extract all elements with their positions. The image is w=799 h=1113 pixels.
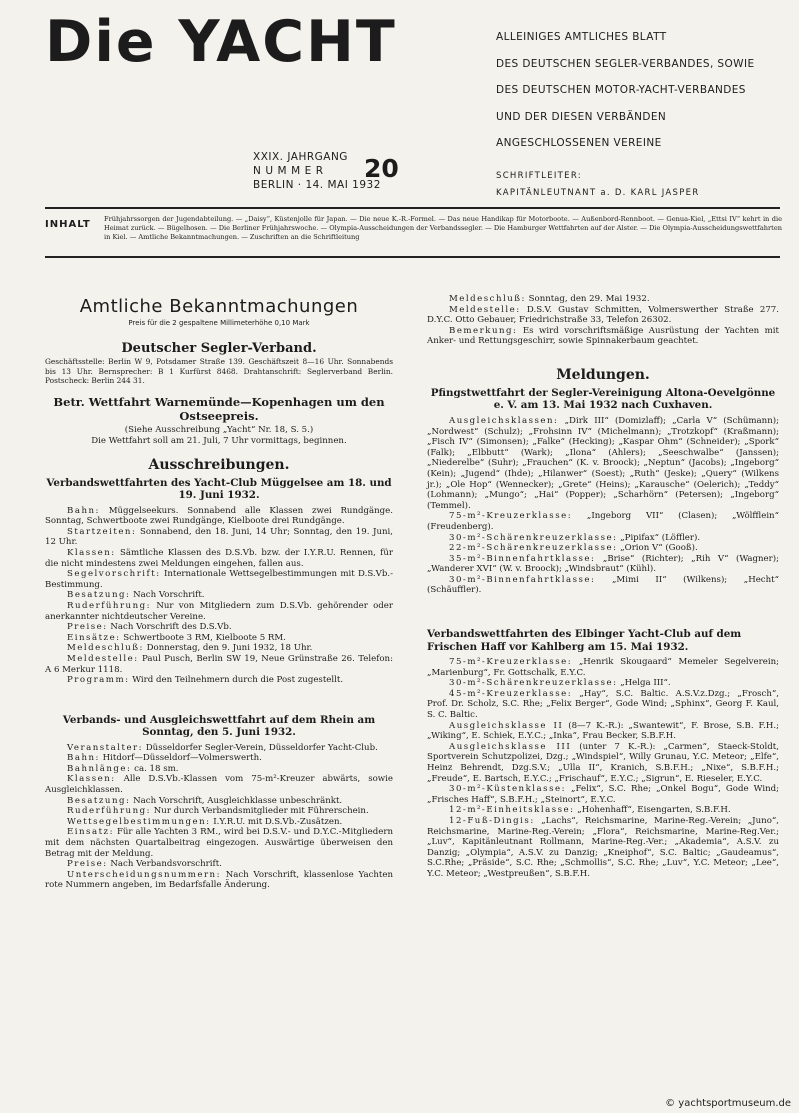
entry-class: 35-m²-Binnenfahrtklasse: „Brise“ (Richter); „Rih V“ (Wagner); „Wanderer XVI“ (W. v. Broock); „Windsbraut“ (Kühl).	[427, 553, 779, 575]
number-label: NUMMER	[253, 165, 328, 177]
entry-class: 30-m²-Schärenkreuzerklasse: „Helga III“.	[449, 678, 671, 689]
editor-name: KAPITÄNLEUTNANT a. D. KARL JASPER	[496, 188, 700, 198]
issue-date: BERLIN · 14. MAI 1932	[253, 179, 381, 191]
section-heading: Ausschreibungen.	[148, 456, 290, 473]
entries-heading: Pfingstwettfahrt der Segler-Vereinigung Altona-Oevelgönne e. V. am 13. Mai 1932 nach Cuxhaven.	[430, 386, 776, 412]
subtitle-line: ALLEINIGES AMTLICHES BLATT	[496, 31, 667, 43]
entry-class: 45-m²-Kreuzerklasse: „Hay“, S.C. Baltic. A.S.V.z.Dzg.; „Frosch“, Prof. Dr. Scholz, S.C. Rhe; „Felix Berger“, Gode Wind; „Sphinx“, Georg F. Kaul, S. C. Baltic.	[427, 688, 779, 721]
regatta-item: Meldeschluß: Donnerstag, den 9. Juni 1932, 18 Uhr.	[67, 643, 313, 654]
regatta-item: Meldestelle: Paul Pusch, Berlin SW 19, Neue Grünstraße 26. Telefon: A 6 Merkur 1118.	[45, 653, 393, 675]
entry-class: 30-m²-Küstenklasse: „Felix“, S.C. Rhe; „Onkel Bogu“, Gode Wind; „Frisches Haff“, S.B.F.H.; „Steinort“, E.Y.C.	[427, 784, 779, 805]
regatta-item: Klassen: Sämtliche Klassen des D.S.Vb. bzw. der I.Y.R.U. Rennen, für die nicht mindestens zwei Meldungen eingehen, fallen aus.	[45, 547, 393, 569]
contents-label: INHALT	[45, 219, 91, 230]
regatta-item: Ruderführung: Nur durch Verbandsmitglieder mit Führerschein.	[67, 806, 369, 817]
regatta-item: Startzeiten: Sonnabend, den 18. Juni, 14 Uhr; Sonntag, den 19. Juni, 12 Uhr.	[45, 526, 394, 548]
entry-class: 75-m²-Kreuzerklasse: „Ingeborg VII“ (Clasen); „Wölfflein“ (Freudenberg).	[427, 511, 779, 532]
regatta-item: Bahn: Hitdorf—Düsseldorf—Volmerswerth.	[67, 753, 262, 764]
entries-list	[427, 416, 779, 596]
regatta-item: Segelvorschrift: Internationale Wettsegelbestimmungen mit D.S.Vb.-Bestimmung.	[45, 569, 394, 590]
entries-list	[427, 657, 779, 879]
regatta-item: Einsätze: Schwertboote 3 RM, Kielboote 5 RM.	[67, 632, 286, 643]
top-rule	[45, 207, 780, 209]
org-info: Geschäftsstelle: Berlin W 9, Potsdamer Straße 139. Geschäftszeit 8—16 Uhr. Sonnabends bis 13 Uhr. Bernsprecher: B 1 Kurfürst 8468. Drahtanschrift: Seglerverband Berlin. Postscheck: Berlin 244 31.	[45, 357, 393, 385]
regatta-item: Unterscheidungsnummern: Nach Vorschrift, klassenlose Yachten rote Nummern angeben, im Bedarfsfalle Änderung.	[45, 869, 394, 891]
entry-class: Ausgleichsklasse III (unter 7 K.-R.): „Carmen“, Staeck-Stoldt, Sportverein Schutzpolizei, Dzg.; „Windspiel“, Willy Grunau, Y.C. Meteor; „Elfe“, Heinz Behrendt, Dzg.S.V.; „Ulla II“, Kranich, S.B.F.H.; „Nixe“, S.B.F.H.; „Freude“, E. Bartsch, E.Y.C.; „Frischauf“, E.Y.C.; „Sigrun“, E. Rieseler, E.Y.C.	[427, 741, 779, 784]
volume: XXIX. JAHRGANG	[253, 151, 348, 163]
entry-class: 12-m²-Einheitsklasse: „Hohenhaff“, Eisengarten, S.B.F.H.	[449, 805, 731, 816]
regatta-item: Preise: Nach Verbandsvorschrift.	[67, 859, 222, 870]
entry-class: 30-m²-Binnenfahrtklasse: „Mimi II“ (Wilkens); „Hecht“ (Schäuffler).	[427, 574, 779, 596]
masthead-title: Die YACHT	[45, 9, 397, 75]
subtitle-line: UND DER DIESEN VERBÄNDEN	[496, 110, 667, 123]
contents-rule	[45, 256, 780, 258]
event-line: (Siehe Ausschreibung „Yacht“ Nr. 18, S. 5.)	[124, 425, 314, 436]
regatta-item: Bahn: Müggelseekurs. Sonnabend alle Klassen zwei Rundgänge. Sonntag, Schwertboote zwei Rundgänge, Kielboote drei Rundgänge.	[45, 505, 393, 527]
entry-class: 12-Fuß-Dingis: „Lachs“, Reichsmarine, Marine-Reg.-Verein; „Juno“, Reichsmarine, Marine-Reg.-Verein; „Flora“, Reichsmarine, Marine-Reg.Ver.; „Luv“, Kapitänleutnant Rollmann, Marine-Reg.-Ver.; „Akademia“, A.S.V. zu Danzig; „Olympia“, A.S.V. zu Danzig; „Kneiphof“, S.C. Baltic; „Gaudeamus“, S.C.Rhe; „Präside“, S.C. Rhe; „Schmollis“, S.C. Rhe; „Luv“, Y.C. Meteor; „Lee“, Y.C. Meteor; „Westpreußen“, S.B.F.H.	[427, 815, 779, 879]
price-note: Preis für die 2 gespaltene Millimeterhöhe 0,10 Mark	[128, 319, 310, 327]
regatta-item: Bahnlänge: ca. 18 sm.	[67, 763, 179, 774]
regatta-item: Meldestelle: D.S.V. Gustav Schmitten, Volmerswerther Straße 277. D.Y.C. Otto Gebauer, Friedrichstraße 33, Telefon 26302.	[427, 304, 779, 326]
masthead-subtitle	[496, 24, 786, 157]
regatta-item: Einsatz: Für alle Yachten 3 RM., wird bei D.S.V.- und D.Y.C.-Mitgliedern mit dem nächsten Quartalbeitrag eingezogen. Auswärtige überweisen den Betrag mit der Meldung.	[45, 827, 393, 859]
regatta-item: Klassen: Alle D.S.Vb.-Klassen vom 75-m²-Kreuzer abwärts, sowie Ausgleichklassen.	[45, 774, 393, 796]
watermark: © yachtsportmuseum.de	[665, 1098, 791, 1109]
org-heading: Deutscher Segler-Verband.	[121, 340, 317, 356]
notices-heading: Amtliche Bekanntmachungen	[79, 296, 359, 317]
regatta-heading: Verbands- und Ausgleichswettfahrt auf dem Rhein am Sonntag, den 5. Juni 1932.	[62, 713, 376, 739]
regatta-item: Besatzung: Nach Vorschrift, Ausgleichklasse unbeschränkt.	[67, 795, 343, 806]
entry-class: Ausgleichsklasse II (8—7 K.-R.): „Swantewit“, F. Brose, S.B. F.H.; „Wiking“, E. Schiek, E.Y.C.; „Inka“, Frau Becker, S.B.F.H.	[427, 720, 780, 742]
subtitle-line: DES DEUTSCHEN SEGLER-VERBANDES, SOWIE	[496, 57, 755, 70]
editor-info	[496, 168, 786, 202]
regatta-item: Preise: Nach Vorschrift des D.S.Vb.	[67, 622, 232, 633]
regatta-item: Wettsegelbestimmungen: I.Y.R.U. mit D.S.Vb.-Zusätzen.	[67, 816, 343, 827]
entries-heading: Verbandswettfahrten des Elbinger Yacht-Club auf dem Frischen Haff vor Kahlberg am 15. Mai 1932.	[427, 628, 742, 653]
regatta-list	[45, 743, 393, 891]
subtitle-line: DES DEUTSCHEN MOTOR-YACHT-VERBANDES	[496, 84, 746, 96]
event-line: Die Wettfahrt soll am 21. Juli, 7 Uhr vormittags, beginnen.	[91, 436, 347, 446]
entry-class: Ausgleichsklassen: „Dirk III“ (Domizlaff); „Carla V“ (Schümann); „Nordwest“ (Schulz); „Frohsinn IV“ (Michelmann); „Trotzkopf“ (Kraßmann); „Fisch IV“ (Simonsen); „Falke“ (Hecking); „Kaspar Ohm“ (Schneider); „Spork“ (Falk); „Elbbutt“ (Wark); „Ilona“ (Ahlers); „Seeschwalbe“ (Janssen); „Niederelbe“ (Suhr); „Frauchen“ (K. v. Broock); „Neptun“ (Jacobs); „Ingeborg“ (Kein); „Jugend“ (Ihde); „Hilanwer“ (Soest); „Ruth“ (Jeske); „Query“ (Wilkens jr.); „Ole Hop“ (Wennecker); „Grete“ (Heins); „Karausche“ (Oelerich); „Teddy“ (Lohmann); „Mungo“; „Hai“ (Popper); „Scharhörn“ (Petersen); „Ingeborg“ (Temmel).	[427, 415, 780, 511]
issue-number: 20	[364, 154, 399, 183]
regatta-item: Ruderführung: Nur von Mitgliedern zum D.S.Vb. gehörender oder anerkannter nichtdeutscher Vereine.	[45, 600, 393, 622]
right-column	[427, 294, 779, 880]
entry-class: 22-m²-Schärenkreuzerklasse: „Orion V“ (Gooß).	[449, 543, 698, 554]
event-heading: Betr. Wettfahrt Warnemünde—Kopenhagen um den Ostseepreis.	[53, 395, 385, 424]
regatta-item: Programm: Wird den Teilnehmern durch die Post zugestellt.	[67, 675, 344, 686]
section-heading: Meldungen.	[556, 366, 650, 383]
contents-text: Frühjahrssorgen der Jugendabteilung. — „Daisy“, Küstenjolle für Japan. — Die neue K.-R.-Formel. — Das neue Handikap für Motorboote. — Außenbord-Rennboot. — Genua-Kiel, „Ettsi IV“ kehrt in die Heimat zurück. — Bügelhosen. — Die Berliner Frühjahrswoche. — Olympia-Ausscheidungen der Verbandssegler. — Die Hamburger Wettfahrten auf der Alster. — Die Olympia-Ausscheidungswettfahrten in Kiel. — Amtliche Bekanntmachungen. — Zuschriften an die Schriftleitung	[104, 215, 782, 241]
regatta-heading: Verbandswettfahrten des Yacht-Club Müggelsee am 18. und 19. Juni 1932.	[46, 476, 392, 502]
left-column	[45, 290, 393, 891]
editor-label: SCHRIFTLEITER:	[496, 171, 582, 181]
entry-class: 75-m²-Kreuzerklasse: „Henrik Skougaard“ Memeler Segelverein; „Marienburg“, Fr. Gottschalk, E.Y.C.	[427, 657, 779, 678]
regatta-item: Bemerkung: Es wird vorschriftsmäßige Ausrüstung der Yachten mit Anker- und Rettungsgeschirr, sowie Spinnakerbaum geachtet.	[427, 325, 779, 347]
entry-class: 30-m²-Schärenkreuzerklasse: „Pipifax“ (Löffler).	[449, 532, 701, 543]
regatta-item: Besatzung: Nach Vorschrift.	[67, 590, 205, 601]
regatta-item: Veranstalter: Düsseldorfer Segler-Verein, Düsseldorfer Yacht-Club.	[67, 742, 378, 753]
regatta-list	[45, 506, 393, 686]
regatta-item: Meldeschluß: Sonntag, den 29. Mai 1932.	[449, 294, 650, 304]
regatta-continued	[427, 294, 779, 347]
subtitle-line: ANGESCHLOSSENEN VEREINE	[496, 137, 662, 149]
